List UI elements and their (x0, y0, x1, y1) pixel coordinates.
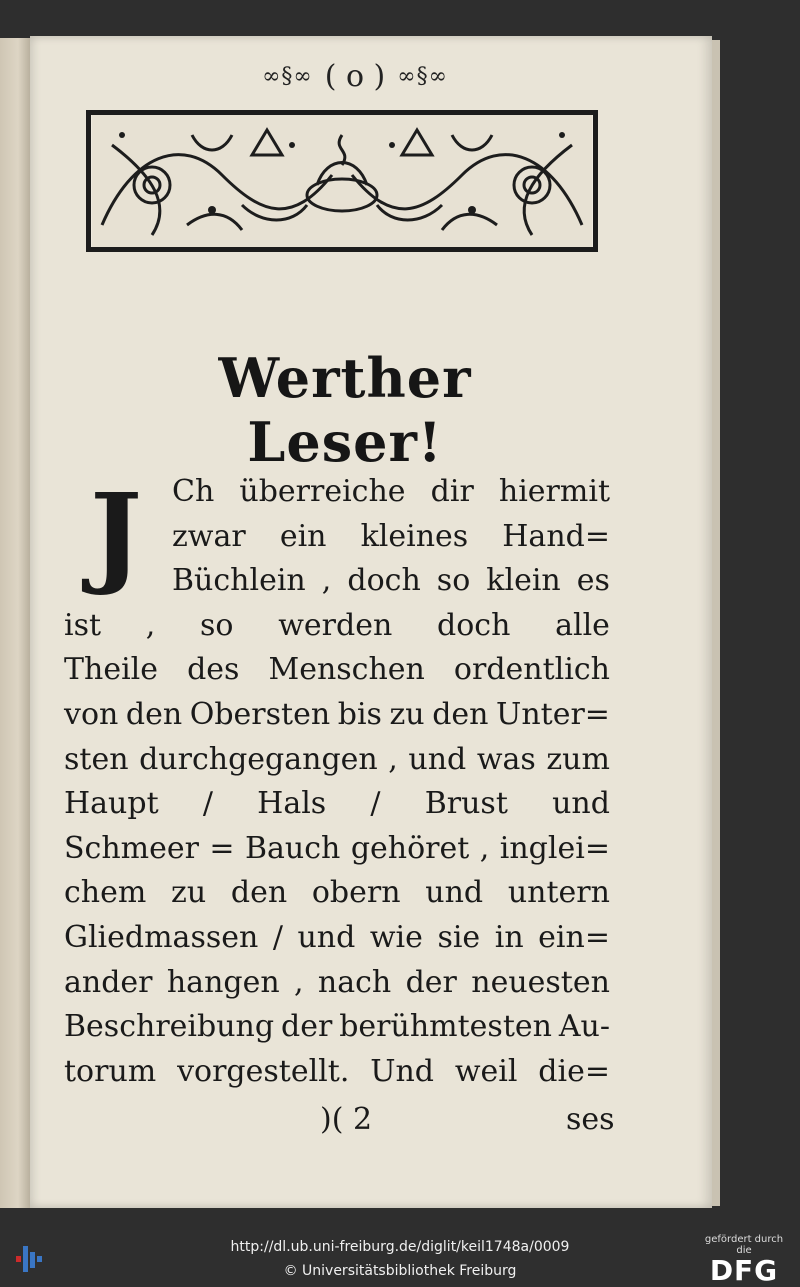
copyright-notice: © Universitätsbibliothek Freiburg (283, 1263, 517, 1279)
word: Brust (424, 786, 508, 822)
dfg-wordmark: DFG (709, 1254, 779, 1287)
word: weil (454, 1053, 518, 1089)
word: wie (369, 920, 423, 955)
word: des (187, 652, 240, 688)
word: Und (370, 1053, 434, 1089)
word: untern (507, 875, 610, 911)
word: den (432, 697, 489, 732)
word: Büchlein (172, 563, 306, 599)
word: der (280, 1009, 333, 1045)
word: Unter= (496, 697, 610, 732)
text-line (64, 1052, 610, 1092)
word: ander (64, 964, 153, 1000)
word: berühmtesten (339, 1009, 552, 1045)
word: Beschreibung (64, 1009, 275, 1045)
funder-caption: gefördert durch die (704, 1234, 784, 1256)
word: Au- (558, 1009, 610, 1045)
word: / (370, 786, 381, 822)
word: torum (64, 1053, 157, 1089)
word: neuesten (471, 964, 610, 1000)
word: = (209, 830, 235, 866)
word: / (202, 786, 213, 822)
word: ordentlich (453, 652, 610, 688)
word: werden (278, 607, 393, 643)
text-line (64, 606, 610, 646)
word: den (125, 697, 183, 732)
woodcut-vignette (86, 110, 598, 252)
word: zu (171, 875, 207, 911)
text-line (64, 1007, 610, 1047)
word: zum (546, 741, 610, 777)
word: , (294, 964, 304, 1000)
page-edge (712, 40, 720, 1206)
ornament-right-icon: ∞§∞ (397, 63, 448, 89)
word: chem (64, 875, 147, 911)
word: und (425, 875, 484, 911)
word: Ch (172, 474, 215, 509)
catchword: ses (566, 1102, 615, 1137)
word: Obersten (189, 697, 331, 732)
text-line (172, 561, 610, 601)
word: gehöret (350, 830, 470, 866)
word: ein (279, 518, 327, 554)
page-header (230, 56, 480, 96)
word: , (479, 830, 490, 866)
word: und (297, 920, 356, 955)
word: Hand= (502, 518, 610, 554)
text-line (64, 918, 610, 958)
word: was (476, 741, 536, 777)
word: alle (555, 607, 610, 643)
word: zwar (172, 518, 246, 554)
word: und (408, 741, 467, 777)
book-page (30, 36, 712, 1208)
word: doch (437, 607, 511, 643)
floral-vignette-icon (91, 115, 593, 247)
word: Haupt (64, 786, 159, 822)
page-number: ( o ) (324, 58, 386, 94)
text-line (64, 829, 610, 869)
word: vorgestellt. (177, 1053, 350, 1089)
word: so (200, 607, 234, 643)
page-title: Werther Leser! (218, 346, 472, 474)
word: die= (538, 1053, 610, 1089)
word: , (388, 741, 398, 777)
word: es (576, 563, 610, 599)
word: , (321, 563, 332, 599)
word: der (405, 964, 457, 1000)
word: kleines (360, 518, 469, 554)
word: so (436, 563, 471, 599)
facing-page-edge (0, 38, 30, 1208)
word: klein (486, 563, 561, 599)
drop-cap-initial: J (89, 469, 143, 598)
dfg-logo (698, 1234, 790, 1287)
ornament-left-icon: ∞§∞ (262, 63, 313, 89)
word: überreiche (239, 474, 406, 509)
word: bis (337, 697, 382, 732)
word: / (272, 920, 283, 955)
word: sie (437, 920, 481, 955)
viewer-footer (0, 1230, 800, 1287)
word: ein= (538, 920, 610, 955)
word: nach (317, 964, 392, 1000)
text-line (64, 784, 610, 824)
word: zu (389, 697, 425, 732)
word: Theile (64, 652, 159, 688)
text-line (64, 963, 610, 1003)
text-line (64, 695, 610, 735)
word: dir (430, 474, 474, 509)
word: Gliedmassen (64, 920, 259, 955)
word: Hals (257, 786, 327, 822)
word: durchgegangen (139, 741, 378, 777)
word: sten (64, 741, 129, 777)
text-line (64, 873, 610, 913)
word: Menschen (268, 652, 425, 688)
text-line (172, 517, 610, 557)
text-line (172, 472, 610, 512)
word: in (494, 920, 524, 955)
word: ist (64, 607, 102, 643)
word: hangen (166, 964, 280, 1000)
word: und (552, 786, 610, 822)
word: von (64, 697, 119, 732)
signature-mark: )( 2 (320, 1102, 373, 1137)
word: Bauch (245, 830, 341, 866)
word: hiermit (498, 474, 610, 509)
word: inglei= (499, 830, 610, 866)
word: doch (347, 563, 421, 599)
text-line (64, 650, 610, 690)
word: Schmeer (64, 830, 199, 866)
word: den (230, 875, 288, 911)
word: , (145, 607, 156, 643)
word: obern (311, 875, 401, 911)
source-url[interactable]: http://dl.ub.uni-freiburg.de/diglit/keil1748a/0009 (230, 1239, 570, 1255)
text-line (64, 740, 610, 780)
